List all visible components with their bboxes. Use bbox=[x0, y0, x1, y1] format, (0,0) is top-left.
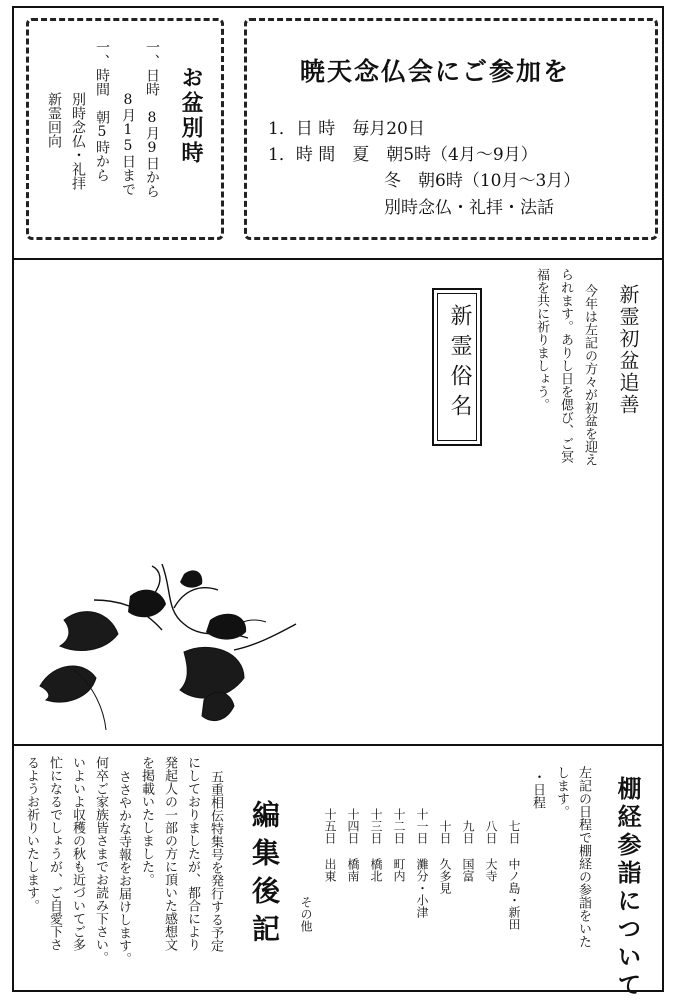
schedule-place-11: 灘分・小津 bbox=[415, 858, 429, 918]
obon-line1b: 8月15日まで bbox=[120, 92, 136, 196]
tanagyo-intro-2: します。 bbox=[554, 766, 569, 818]
obon-line2b: 別時念仏・礼拝 bbox=[70, 92, 86, 190]
obon-line2c: 新霊回向 bbox=[46, 92, 62, 148]
editorial-line-6: 何卒ご家族皆さまでお読み下さい。 bbox=[93, 756, 108, 964]
new-spirit-name-label-box bbox=[432, 288, 482, 446]
divider-bottom bbox=[12, 744, 664, 746]
schedule-place-15: 出東 bbox=[323, 858, 337, 882]
new-spirit-name-label: 新霊俗名 bbox=[447, 304, 472, 424]
schedule-day-11: 十一日 bbox=[415, 808, 429, 844]
schedule-other: その他 bbox=[299, 896, 313, 932]
schedule-day-7: 七日 bbox=[507, 820, 521, 844]
editorial-line-1: 五重相伝特集号を発行する予定 bbox=[208, 770, 223, 952]
editorial-line-7: いよいよ収穫の秋も近づいてご多 bbox=[70, 756, 85, 951]
gyoten-date-row: 1．日 時 毎月20日 bbox=[268, 119, 425, 139]
morning-glory-illustration bbox=[34, 560, 302, 736]
obon-title: お盆別時 bbox=[178, 66, 204, 166]
schedule-place-7: 中ノ島・新田 bbox=[507, 858, 521, 930]
schedule-place-12: 町内 bbox=[392, 858, 406, 882]
hatsubon-title: 新霊初盆追善 bbox=[616, 284, 640, 416]
editorial-line-8: 忙になるでしょうが、ご自愛下さ bbox=[47, 756, 62, 951]
editorial-line-2: にしておりましたが、都合により bbox=[185, 756, 200, 951]
divider-top bbox=[12, 258, 664, 260]
schedule-place-8: 大寺 bbox=[484, 858, 498, 882]
gyoten-title: 暁天念仏会にご参加を bbox=[300, 57, 571, 86]
editorial-line-9: るようお祈りいたします。 bbox=[24, 756, 39, 912]
editorial-line-4: を掲載いたしました。 bbox=[139, 756, 154, 886]
hatsubon-body-1: 今年は左記の方々が初盆を迎え bbox=[582, 284, 597, 466]
schedule-day-14: 十四日 bbox=[346, 808, 360, 844]
gyoten-summer-row: 1．時 間 夏 朝5時（4月～9月） bbox=[268, 145, 538, 165]
editorial-line-3: 発起人の一部の方に頂いた感想文 bbox=[162, 756, 177, 951]
schedule-day-10: 十日 bbox=[438, 820, 452, 844]
schedule-place-9: 国富 bbox=[461, 858, 475, 882]
schedule-place-10: 久多見 bbox=[438, 858, 452, 894]
editorial-title: 編集後記 bbox=[248, 800, 281, 952]
obon-line2a: 一、時間 朝5時から bbox=[94, 40, 110, 182]
schedule-heading: ・日程 bbox=[530, 770, 545, 809]
hatsubon-body-3: 福を共に祈りましょう。 bbox=[534, 268, 549, 411]
gyoten-program-row: 別時念仏・礼拝・法話 bbox=[384, 198, 554, 218]
schedule-day-9: 九日 bbox=[461, 820, 475, 844]
morning-glory-flowers bbox=[128, 570, 246, 639]
tanagyo-intro-1: 左記の日程で棚経の参詣をいた bbox=[576, 766, 591, 948]
gyoten-winter-row: 冬 朝6時（10月～3月） bbox=[384, 171, 581, 191]
schedule-day-12: 十二日 bbox=[392, 808, 406, 844]
schedule-place-13: 橋北 bbox=[369, 858, 383, 882]
obon-line1a: 一、日時 8月9日から bbox=[144, 40, 160, 198]
schedule-day-13: 十三日 bbox=[369, 808, 383, 844]
schedule-day-15: 十五日 bbox=[323, 808, 337, 844]
tanagyo-title: 棚経参詣について bbox=[613, 776, 642, 1000]
schedule-day-8: 八日 bbox=[484, 820, 498, 844]
editorial-line-5: ささやかな寺報をお届けします。 bbox=[116, 770, 131, 965]
hatsubon-body-2: られます。ありし日を偲び、ご冥 bbox=[558, 268, 573, 463]
schedule-place-14: 橋南 bbox=[346, 858, 360, 882]
